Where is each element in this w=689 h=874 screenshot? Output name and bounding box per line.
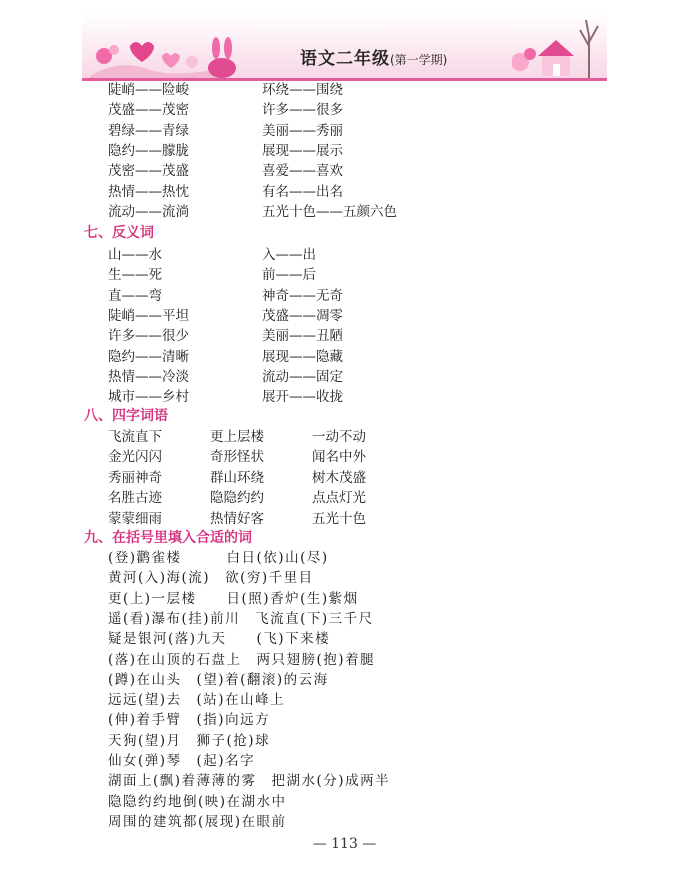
antonym-row: [0, 265, 689, 285]
fill-in-line: 湖面上(飘)着薄薄的雾 把湖水(分)成两半: [108, 773, 391, 790]
word-pair: 热情——冷淡: [108, 368, 189, 385]
word-pair: 城市——乡村: [108, 389, 189, 406]
fill-in-line: 疑是银河(落)九天 (飞)下来楼: [108, 631, 331, 648]
synonym-row: [0, 161, 689, 181]
word-pair: 展现——隐藏: [262, 348, 343, 365]
word-pair: 闻名中外: [312, 449, 366, 466]
word-pair: 许多——很多: [262, 102, 343, 119]
section-heading-fill-in: 九、在括号里填入合适的词: [84, 530, 252, 546]
word-pair: 环绕——围绕: [262, 82, 343, 98]
section-heading-antonyms: 七、反义词: [84, 225, 154, 241]
idiom-row: [0, 427, 689, 447]
word-pair: 生——死: [108, 267, 162, 284]
page-number: — 113 —: [312, 836, 377, 852]
fill-in-line: 隐隐约约地倒(映)在湖水中: [108, 793, 287, 810]
idiom-row: [0, 509, 689, 529]
word-pair: 蒙蒙细雨: [108, 510, 162, 527]
fill-in-line: 远远(望)去 (站)在山峰上: [108, 692, 286, 709]
antonym-row: [0, 245, 689, 265]
word-pair: 神奇——无奇: [262, 287, 343, 304]
word-pair: 更上层楼: [210, 429, 264, 445]
word-pair: 流动——流淌: [108, 203, 189, 220]
word-pair: 群山环绕: [210, 469, 264, 486]
section-heading-four-char-words: 八、四字词语: [84, 408, 168, 424]
word-pair: 展现——展示: [262, 142, 343, 159]
synonym-row: [0, 80, 689, 100]
word-pair: 山——水: [108, 247, 162, 263]
word-pair: 飞流直下: [108, 429, 162, 445]
word-pair: 直——弯: [108, 287, 162, 304]
synonym-row: [0, 182, 689, 202]
word-pair: 点点灯光: [312, 490, 366, 507]
antonym-row: [0, 326, 689, 346]
synonym-row: [0, 100, 689, 120]
antonym-row: [0, 306, 689, 326]
word-pair: 入——出: [262, 247, 316, 263]
word-pair: 展开——收拢: [262, 389, 343, 406]
idiom-row: [0, 468, 689, 488]
word-pair: 五光十色——五颜六色: [262, 203, 397, 220]
fill-in-line: 更(上)一层楼 日(照)香炉(生)紫烟: [108, 590, 359, 607]
word-pair: 美丽——秀丽: [262, 122, 343, 139]
word-pair: 隐约——朦胧: [108, 142, 189, 159]
antonym-row: [0, 347, 689, 367]
word-pair: 隐约——清晰: [108, 348, 189, 365]
word-pair: 碧绿——青绿: [108, 122, 189, 139]
fill-in-line: (落)在山顶的石盘上 两只翅膀(抱)着腿: [108, 651, 376, 668]
word-pair: 美丽——丑陋: [262, 328, 343, 345]
synonym-row: [0, 121, 689, 141]
fill-in-line: 天狗(望)月 狮子(抢)球: [108, 732, 271, 749]
fill-in-line: (登)鹳雀楼 白日(依)山(尽): [108, 550, 329, 566]
book-title: 语文二年级(第一学期): [300, 49, 448, 69]
word-pair: 许多——很少: [108, 328, 189, 345]
word-pair: 热情——热忱: [108, 183, 189, 200]
fill-in-line: 周围的建筑都(展现)在眼前: [108, 813, 287, 830]
word-pair: 名胜古迹: [108, 490, 162, 507]
word-pair: 陡峭——险峻: [108, 82, 189, 98]
word-pair: 喜爱——喜欢: [262, 163, 343, 180]
antonym-row: [0, 367, 689, 387]
word-pair: 热情好客: [210, 510, 264, 527]
word-pair: 有名——出名: [262, 183, 343, 200]
word-pair: 陡峭——平坦: [108, 307, 189, 324]
synonym-row: [0, 141, 689, 161]
antonym-row: [0, 286, 689, 306]
word-pair: 茂盛——凋零: [262, 307, 343, 324]
word-pair: 茂盛——茂密: [108, 102, 189, 119]
synonym-row: [0, 202, 689, 222]
word-pair: 前——后: [262, 267, 316, 284]
fill-in-line: 遥(看)瀑布(挂)前川 飞流直(下)三千尺: [108, 610, 374, 627]
fill-in-line: (蹲)在山头 (望)着(翻滚)的云海: [108, 671, 329, 688]
word-pair: 一动不动: [312, 429, 366, 445]
fill-in-line: (伸)着手臂 (指)向远方: [108, 712, 271, 729]
antonym-row: [0, 387, 689, 407]
word-pair: 茂密——茂盛: [108, 163, 189, 180]
word-pair: 五光十色: [312, 510, 366, 527]
word-pair: 隐隐约约: [210, 490, 264, 507]
word-pair: 树木茂盛: [312, 469, 366, 486]
idiom-row: [0, 488, 689, 508]
word-pair: 金光闪闪: [108, 449, 162, 466]
idiom-row: [0, 447, 689, 467]
word-pair: 奇形怪状: [210, 449, 264, 466]
fill-in-line: 仙女(弹)琴 (起)名字: [108, 753, 256, 769]
word-pair: 秀丽神奇: [108, 469, 162, 486]
fill-in-line: 黄河(入)海(流) 欲(穷)千里目: [108, 570, 314, 587]
word-pair: 流动——固定: [262, 368, 343, 385]
